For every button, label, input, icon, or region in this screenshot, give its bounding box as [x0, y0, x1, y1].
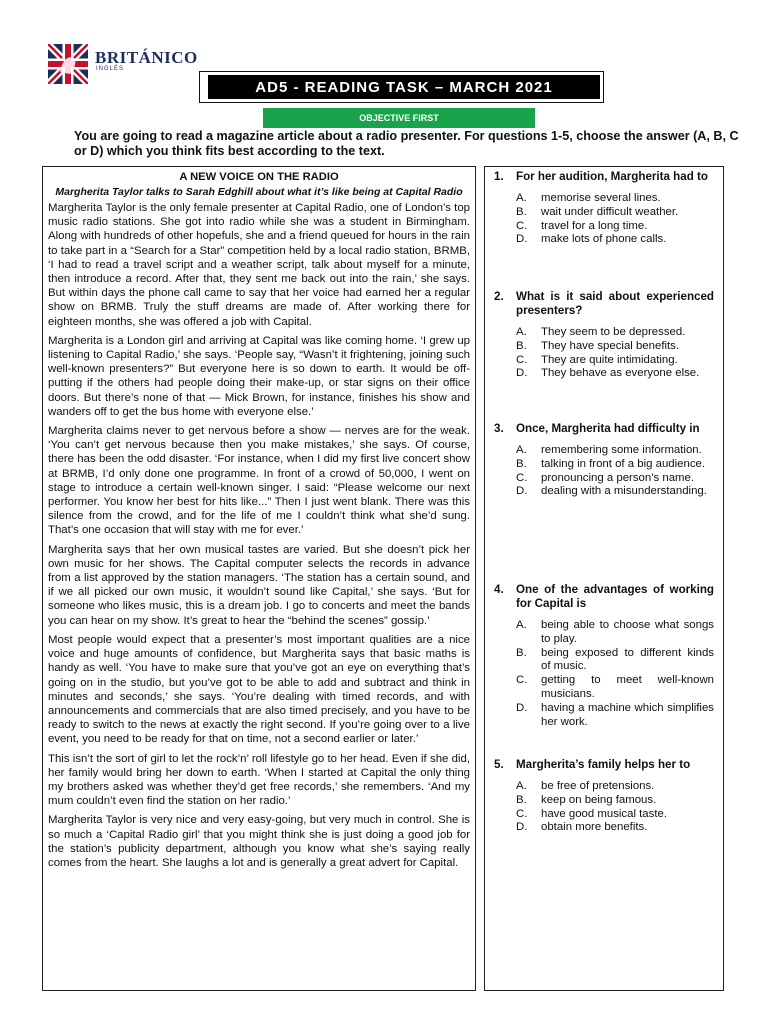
option-letter: B.: [516, 793, 527, 806]
article-paragraph: Margherita says that her own musical tastes are varied. But she doesn’t pick her own music for her shows. The Capital computer selects the records in advance from a list approved by the station managers. ‘The station has a certain sound, and if we all picked our own music, it wouldn’t sound like Capital,’ she says. ‘But for someone who likes music, this is a dream job. I go to concerts and meet the bands you can hear on my show. It’s great to hear the “behind the scenes” gossip.’: [48, 543, 470, 627]
option-letter: B.: [516, 457, 527, 470]
page-title: AD5 - READING TASK – MARCH 2021: [208, 75, 600, 99]
answer-option[interactable]: [516, 647, 714, 675]
option-text: be free of pretensions.: [541, 780, 655, 792]
answer-option[interactable]: [516, 472, 714, 486]
question-number: 1.: [494, 170, 504, 183]
question-stem: What is it said about experienced presenters?: [516, 290, 714, 317]
article-paragraph: This isn’t the sort of girl to let the rock’n’ roll lifestyle go to her head. Even if she did, her family would bring her down to earth. ‘When I started at Capital the only thing my brothers asked was whether they’d get free records,’ she remembers. ‘And my mum couldn’t even find the station on her radio.’: [48, 752, 470, 808]
option-text: They seem to be depressed.: [541, 326, 686, 338]
answer-option[interactable]: [516, 674, 714, 702]
option-text: They have special benefits.: [541, 339, 680, 352]
option-letter: C.: [516, 674, 528, 687]
option-text: being exposed to different kinds of music.: [541, 646, 714, 673]
option-letter: C.: [516, 807, 528, 820]
option-text: obtain more benefits.: [541, 821, 648, 834]
article-paragraph: Margherita is a London girl and arriving at Capital was like coming home. ‘I grew up listening to Capital Radio,’ she says. ‘People say, “Wasn’t it frightening, joining such well-known presenters?” But everyone here is so down to earth. It would be off-putting if the others had people doing their make-up, or star signs on their office doors. But there’s none of that — Mick Brown, for instance, finishes his show and wanders off to get the bus home with everyone else.’: [48, 334, 470, 418]
option-text: remembering some information.: [541, 444, 702, 456]
option-letter: D.: [516, 485, 528, 498]
option-text: wait under difficult weather.: [541, 205, 679, 218]
union-flag-logo-icon: [48, 44, 88, 84]
question-stem: Once, Margherita had difficulty in: [516, 422, 700, 435]
answer-option[interactable]: [516, 780, 714, 794]
option-letter: D.: [516, 367, 528, 380]
answer-option[interactable]: [516, 192, 714, 206]
option-text: having a machine which simplifies her work.: [541, 701, 714, 728]
option-letter: C.: [516, 219, 528, 232]
option-text: talking in front of a big audience.: [541, 457, 706, 470]
option-letter: D.: [516, 233, 528, 246]
answer-option[interactable]: [516, 808, 714, 822]
answer-option[interactable]: [516, 340, 714, 354]
answer-option[interactable]: [516, 233, 714, 247]
option-text: They are quite intimidating.: [541, 353, 678, 366]
option-text: They behave as everyone else.: [541, 367, 700, 380]
question-5: [494, 758, 714, 835]
article-paragraph: Most people would expect that a presenter’s most important qualities are a nice voice and huge amounts of confidence, but Margherita says that basic maths is handy as well. ‘You have to make sure that you’ve got an eye on everything that’s going on in the studio, but you’ve got to be able to add and subtract and think in minutes and seconds,’ she says. ‘You’re dealing with timed records, and with announcements and commercials that are also timed precisely, and you have to be ready to switch to the news at exactly the right second. If you’re going over to a live event, you need to be ready for that on time, not a second earlier or later.’: [48, 633, 470, 746]
option-letter: B.: [516, 205, 527, 218]
option-text: travel for a long time.: [541, 219, 648, 232]
option-letter: A.: [516, 780, 527, 792]
option-text: pronouncing a person’s name.: [541, 471, 695, 484]
option-text: have good musical taste.: [541, 807, 668, 820]
option-letter: B.: [516, 646, 527, 659]
level-badge: OBJECTIVE FIRST: [263, 108, 535, 128]
option-text: memorise several lines.: [541, 192, 661, 204]
article: [48, 171, 470, 875]
question-stem: Margherita’s family helps her to: [516, 758, 691, 771]
answer-option[interactable]: [516, 485, 714, 499]
answer-option[interactable]: [516, 206, 714, 220]
question-3: [494, 422, 714, 499]
brand-name: BRITÁNICO: [95, 48, 198, 67]
answer-option[interactable]: [516, 821, 714, 835]
option-letter: A.: [516, 326, 527, 338]
question-number: 2.: [494, 290, 504, 303]
option-text: keep on being famous.: [541, 793, 657, 806]
answer-option[interactable]: [516, 220, 714, 234]
brand-subtitle: INGLÉS: [96, 66, 125, 72]
answer-option[interactable]: [516, 458, 714, 472]
answer-option[interactable]: [516, 354, 714, 368]
option-letter: A.: [516, 444, 527, 456]
answer-option[interactable]: [516, 702, 714, 730]
option-text: dealing with a misunderstanding.: [541, 485, 707, 498]
article-paragraph: Margherita Taylor is the only female presenter at Capital Radio, one of London’s top music radio stations. She got into radio while she was a student in Birmingham. Along with hundreds of other hopefuls, she and a friend queued for hours in the rain to take part in a “Search for a Star” competition held by a local radio station, BRMB, ‘I had to read a travel script and a weather script, talk about myself for a minute, then introduce a record. After that, they sent me back out into the rain,’ she says. But within days the phone call came to say that her voice had earned her a regular show on BRMB. Truly the stuff dreams are made of. After working there for eighteen months, she was offered a job with Capital.: [48, 202, 470, 328]
answer-option[interactable]: [516, 794, 714, 808]
question-number: 3.: [494, 422, 504, 435]
option-text: getting to meet well-known musicians.: [541, 674, 714, 700]
article-title: A NEW VOICE ON THE RADIO: [179, 171, 339, 183]
option-text: make lots of phone calls.: [541, 233, 667, 246]
question-2: [494, 290, 714, 381]
option-letter: C.: [516, 353, 528, 366]
option-letter: B.: [516, 339, 527, 352]
answer-option[interactable]: [516, 326, 714, 340]
option-letter: A.: [516, 619, 527, 631]
question-number: 4.: [494, 583, 504, 596]
question-stem: One of the advantages of working for Capital is: [516, 583, 714, 610]
question-number: 5.: [494, 758, 504, 771]
answer-option[interactable]: [516, 444, 714, 458]
task-instructions: You are going to read a magazine article about a radio presenter. For questions 1-5, choose the answer (A, B, C or D) which you think fits best according to the text.: [74, 129, 739, 158]
option-letter: C.: [516, 471, 528, 484]
answer-option[interactable]: [516, 619, 714, 647]
option-text: being able to choose what songs to play.: [541, 619, 714, 645]
answer-option[interactable]: [516, 367, 714, 381]
option-letter: A.: [516, 192, 527, 204]
option-letter: D.: [516, 701, 528, 714]
article-paragraph: Margherita Taylor is very nice and very easy-going, but very much in control. She is so much a ‘Capital Radio girl’ that you might think she is just doing a good job for the station’s publicity department, although you know what she’s saying really comes from the heart. She laughs a lot and is generally a great advert for Capital.: [48, 814, 470, 869]
question-4: [494, 583, 714, 729]
article-paragraph: Margherita claims never to get nervous before a show — nerves are for the weak. ‘You can’t get nervous because then you make mistakes,’ she says. Of course, there has been the odd disaster. ‘For instance, when I did my first live concert show at BRMB, I’d only done one programme. In front of a crowd of 50,000, I went on stage to introduce a certain well-known singer. I said: “Please welcome our next performer. You know her best for hits like...” Then I just went blank. There was this silence from the crowd, and for the life of me I couldn’t think what she’d sung. That’s one occasion that will stay with me for ever.’: [48, 425, 470, 537]
article-subtitle: Margherita Taylor talks to Sarah Edghill about what it’s like being at Capital Radio: [55, 186, 463, 198]
question-stem: For her audition, Margherita had to: [516, 170, 708, 183]
question-1: [494, 170, 714, 247]
option-letter: D.: [516, 821, 528, 834]
